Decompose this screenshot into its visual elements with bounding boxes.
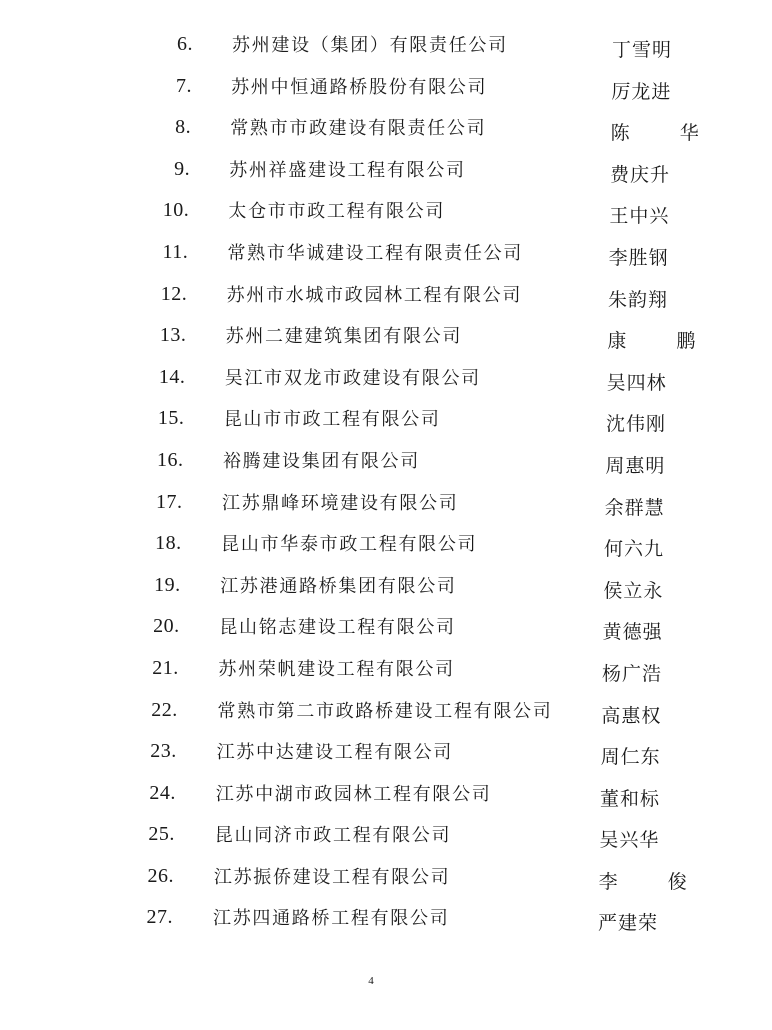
item-number: 24. [149, 781, 176, 804]
item-number: 27. [146, 906, 173, 929]
list-item [0, 403, 772, 445]
person-name: 侯立永 [603, 579, 664, 602]
person-name: 吴四林 [606, 371, 667, 394]
person-name: 吴兴华 [599, 829, 660, 852]
company-name: 昆山市华泰市政工程有限公司 [221, 534, 478, 556]
person-name: 王中兴 [609, 205, 670, 228]
person-name: 黄德强 [602, 621, 663, 644]
company-name: 裕腾建设集团有限公司 [222, 450, 420, 472]
person-name: 朱韵翔 [608, 288, 669, 311]
list-item [0, 528, 772, 570]
list-item [0, 279, 772, 321]
company-name: 江苏中湖市政园林工程有限公司 [215, 783, 492, 805]
company-name: 苏州祥盛建设工程有限公司 [229, 159, 466, 181]
item-number: 17. [156, 490, 183, 513]
list-item [0, 29, 772, 71]
item-number: 12. [160, 282, 188, 305]
person-name: 周仁东 [600, 746, 661, 769]
person-name: 李 俊 [598, 870, 709, 893]
list-item [0, 112, 772, 154]
item-number: 16. [156, 448, 184, 471]
company-name: 苏州中恒通路桥股份有限公司 [231, 76, 488, 98]
list-item [0, 736, 772, 778]
company-name: 江苏振侨建设工程有限公司 [213, 866, 451, 888]
company-name: 苏州市水城市政园林工程有限公司 [226, 284, 523, 306]
list-item [0, 362, 772, 404]
company-name: 苏州二建建筑集团有限公司 [225, 326, 463, 348]
company-name: 昆山铭志建设工程有限公司 [219, 617, 456, 639]
person-name: 董和标 [600, 787, 661, 810]
person-name: 周惠明 [605, 454, 666, 477]
company-name: 吴江市双龙市政建设有限公司 [224, 367, 481, 389]
list-item [0, 902, 772, 944]
person-name: 费庆升 [610, 163, 671, 186]
company-name: 江苏鼎峰环境建设有限公司 [222, 492, 459, 514]
item-number: 6. [177, 33, 193, 55]
company-name: 昆山市市政工程有限公司 [223, 409, 441, 431]
company-name: 江苏港通路桥集团有限公司 [220, 575, 457, 597]
item-number: 26. [147, 864, 174, 887]
item-number: 22. [151, 698, 178, 721]
item-number: 19. [154, 573, 181, 596]
person-name: 杨广浩 [602, 662, 663, 685]
list-item [0, 819, 772, 861]
item-number: 13. [159, 324, 187, 347]
company-name: 常熟市市政建设有限责任公司 [230, 118, 487, 140]
list-item [0, 653, 772, 695]
item-number: 15. [157, 407, 185, 430]
person-name: 严建荣 [598, 912, 659, 935]
person-name: 厉龙进 [611, 80, 672, 103]
item-number: 10. [162, 199, 190, 222]
list-item [0, 611, 772, 653]
page-number: 4 [368, 975, 374, 987]
item-number: 8. [175, 116, 192, 139]
item-number: 18. [155, 532, 182, 555]
company-name: 常熟市华诚建设工程有限责任公司 [227, 242, 523, 264]
item-number: 25. [148, 823, 175, 846]
item-number: 23. [150, 740, 177, 763]
item-number: 20. [153, 615, 180, 638]
list-item [0, 570, 772, 612]
company-name: 江苏中达建设工程有限公司 [216, 742, 454, 764]
person-name: 沈伟刚 [606, 413, 667, 436]
list-item [0, 71, 772, 113]
person-name: 康 鹏 [607, 330, 718, 353]
company-name: 苏州建设（集团）有限责任公司 [232, 35, 508, 56]
list-item [0, 320, 772, 362]
person-name: 陈 华 [610, 122, 721, 145]
company-name: 昆山同济市政工程有限公司 [214, 825, 452, 847]
list-item [0, 778, 772, 820]
company-name: 太仓市市政工程有限公司 [228, 201, 446, 223]
list-item [0, 154, 772, 196]
person-name: 李胜钢 [608, 246, 669, 269]
company-name: 常熟市第二市政路桥建设工程有限公司 [217, 700, 553, 722]
item-number: 14. [158, 365, 186, 388]
person-name: 丁雪明 [612, 39, 673, 61]
item-number: 11. [162, 240, 189, 263]
list-item [0, 487, 772, 529]
company-name: 江苏四通路桥工程有限公司 [213, 908, 450, 930]
list-item [0, 861, 772, 903]
item-number: 9. [174, 157, 191, 180]
list-item [0, 237, 772, 279]
item-number: 21. [152, 656, 179, 679]
person-name: 何六九 [604, 538, 665, 561]
list-item [0, 445, 772, 487]
list-item [0, 695, 772, 737]
person-name: 高惠权 [601, 704, 662, 727]
list-item [0, 195, 772, 237]
entry-list [0, 29, 772, 944]
person-name: 余群慧 [604, 496, 665, 519]
company-name: 苏州荣帆建设工程有限公司 [218, 658, 455, 680]
item-number: 7. [176, 74, 193, 97]
